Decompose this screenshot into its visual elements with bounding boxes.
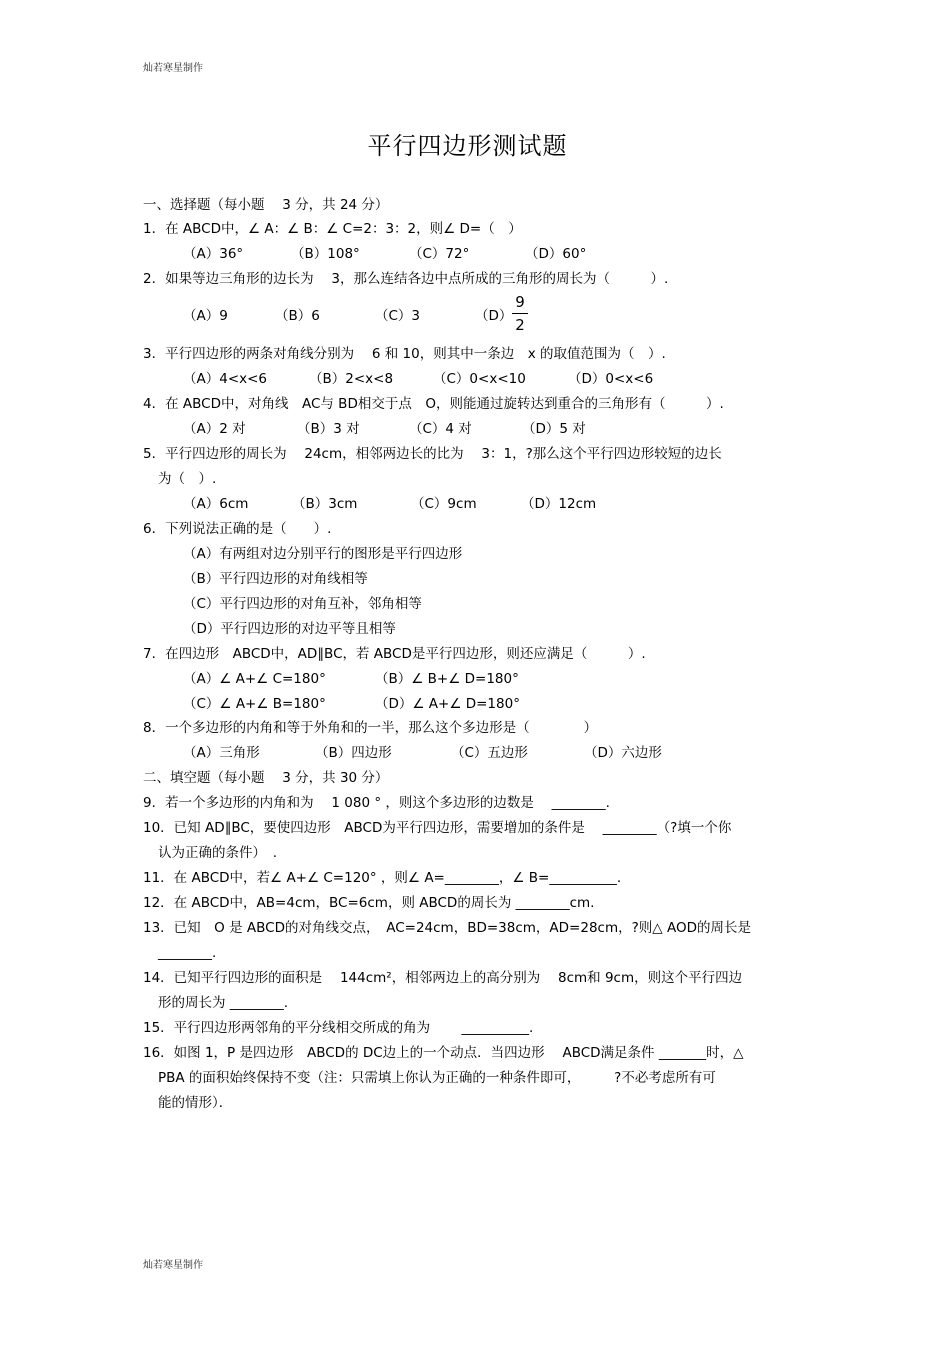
option: （B）四边形: [315, 745, 392, 761]
option: （A）三角形: [183, 745, 260, 761]
option: （C）4 对: [409, 421, 472, 437]
option: （B）2<x<8: [309, 371, 394, 387]
question-10-text-cont: 认为正确的条件） .: [158, 845, 278, 861]
option: （C）9cm: [411, 496, 477, 512]
option: （B）3 对: [297, 421, 360, 437]
question-12-text: 12．在 ABCD中，AB=4cm，BC=6cm，则 ABCD的周长为 ________cm.: [143, 895, 595, 911]
section-heading-choice: 一、选择题（每小题 3 分，共 24 分）: [143, 197, 389, 213]
option: （C）平行四边形的对角互补，邻角相等: [183, 596, 422, 612]
option: （A）有两组对边分别平行的图形是平行四边形: [183, 546, 463, 562]
option: （A）9: [183, 308, 228, 324]
question-16-text: 16．如图 1，P 是四边形 ABCD的 DC边上的一个动点．当四边形 ABCD满足条件 _______时，△: [143, 1045, 744, 1061]
question-11-text: 11．在 ABCD中，若∠ A+∠ C=120° ，则∠ A=________，∠ B=__________.: [143, 870, 622, 886]
footer-note: 灿若寒星制作: [143, 1260, 203, 1271]
page-title: 平行四边形测试题: [367, 132, 568, 160]
option: （D）5 对: [522, 421, 586, 437]
option: （D）60°: [525, 246, 587, 262]
question-10-text: 10．已知 AD∥BC，要使四边形 ABCD为平行四边形，需要增加的条件是 ________（?填一个你: [143, 820, 732, 836]
fraction-numerator: 9: [515, 293, 525, 311]
option: （A）36°: [183, 246, 244, 262]
question-7-text: 7．在四边形 ABCD中，AD∥BC，若 ABCD是平行四边形，则还应满足（ ）.: [143, 646, 646, 662]
option: （D）∠ A+∠ D=180°: [375, 696, 520, 712]
option: （A）2 对: [183, 421, 246, 437]
question-5-text: 5．平行四边形的周长为 24cm，相邻两边长的比为 3：1，?那么这个平行四边形较短的边长: [143, 446, 722, 462]
question-4-text: 4．在 ABCD中，对角线 AC与 BD相交于点 O，则能通过旋转达到重合的三角形有（ ）.: [143, 396, 724, 412]
question-16-text-cont: PBA 的面积始终保持不变（注：只需填上你认为正确的一种条件即可， ?不必考虑所有可: [158, 1070, 716, 1086]
option: （D）0<x<6: [568, 371, 654, 387]
question-1-text: 1．在 ABCD中，∠ A：∠ B：∠ C=2：3：2，则∠ D=（ ）: [143, 221, 522, 237]
header-note: 灿若寒星制作: [143, 63, 203, 74]
question-14-text: 14．已知平行四边形的面积是 144cm²，相邻两边上的高分别为 8cm和 9cm，则这个平行四边: [143, 970, 743, 986]
question-14-text-cont: 形的周长为 ________.: [158, 995, 289, 1011]
option: （C）3: [375, 308, 421, 324]
question-8-text: 8．一个多边形的内角和等于外角和的一半，那么这个多边形是（ ）: [143, 720, 598, 736]
option: （B）∠ B+∠ D=180°: [375, 671, 519, 687]
option: （A）4<x<6: [183, 371, 268, 387]
question-9-text: 9．若一个多边形的内角和为 1 080 ° ，则这个多边形的边数是 ________.: [143, 795, 610, 811]
option: （A）∠ A+∠ C=180°: [183, 671, 326, 687]
fraction-nine-halves: [512, 293, 528, 334]
fraction-bar: [512, 313, 528, 314]
option: （C）72°: [409, 246, 470, 262]
option: （C）五边形: [451, 745, 528, 761]
option: （B）3cm: [292, 496, 358, 512]
section-heading-fill: 二、填空题（每小题 3 分，共 30 分）: [143, 770, 389, 786]
question-13-text: 13．已知 O 是 ABCD的对角线交点， AC=24cm，BD=38cm，AD=28cm，?则△ AOD的周长是: [143, 920, 751, 936]
option: （A）6cm: [183, 496, 249, 512]
option: （B）平行四边形的对角线相等: [183, 571, 368, 587]
option: （D）: [475, 308, 513, 324]
fraction-denominator: 2: [515, 316, 525, 334]
option: （C）0<x<10: [433, 371, 526, 387]
question-16-text-cont2: 能的情形）．: [158, 1095, 233, 1111]
question-13-text-cont: ________.: [158, 945, 217, 961]
question-15-text: 15．平行四边形两邻角的平分线相交所成的角为 __________.: [143, 1020, 534, 1036]
option: （B）6: [275, 308, 320, 324]
question-2-text: 2．如果等边三角形的边长为 3，那么连结各边中点所成的三角形的周长为（ ）.: [143, 271, 669, 287]
option: （B）108°: [291, 246, 360, 262]
option: （D）六边形: [584, 745, 662, 761]
question-5-text-cont: 为（ ）.: [158, 471, 217, 487]
question-3-text: 3．平行四边形的两条对角线分别为 6 和 10，则其中一条边 x 的取值范围为（ ）.: [143, 346, 666, 362]
option: （D）平行四边形的对边平等且相等: [183, 621, 396, 637]
option: （D）12cm: [521, 496, 597, 512]
option: （C）∠ A+∠ B=180°: [183, 696, 326, 712]
question-6-text: 6．下列说法正确的是（ ）.: [143, 521, 332, 537]
